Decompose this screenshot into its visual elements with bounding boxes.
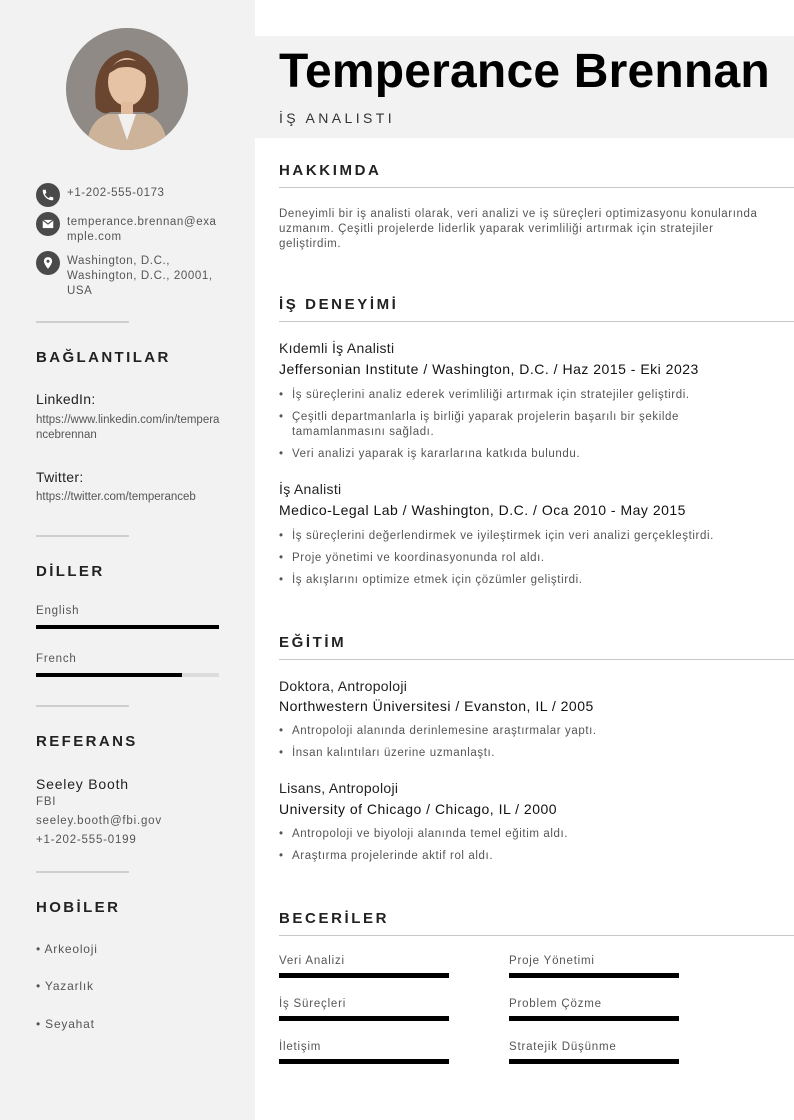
list-item: • İş süreçlerini değerlendirmek ve iyileştirmek için veri analizi gerçekleştirdi. bbox=[279, 529, 759, 544]
education-degree: Lisans, Antropoloji bbox=[279, 780, 399, 796]
contact-address bbox=[36, 251, 219, 299]
language-french-bar bbox=[36, 673, 219, 677]
contact-phone bbox=[36, 183, 219, 207]
twitter-link[interactable]: https://twitter.com/temperanceb bbox=[36, 491, 196, 503]
skill-level bbox=[279, 1059, 449, 1064]
skill-bar bbox=[279, 973, 449, 978]
address-text: Washington, D.C., Washington, D.C., 20001, USA bbox=[67, 255, 213, 297]
skill-label: Veri Analizi bbox=[279, 955, 345, 967]
sidebar-divider bbox=[36, 705, 129, 707]
language-french-level bbox=[36, 673, 182, 677]
list-item: • Proje yönetimi ve koordinasyonunda rol aldı. bbox=[279, 551, 759, 566]
skill-bar bbox=[279, 1059, 449, 1064]
education-details: Northwestern Üniversitesi / Evanston, IL / 2005 bbox=[279, 698, 594, 714]
education-details: University of Chicago / Chicago, IL / 2000 bbox=[279, 801, 558, 817]
email-link[interactable]: temperance.brennan@example.com bbox=[67, 216, 217, 243]
sidebar-divider bbox=[36, 321, 129, 323]
experience-role: Kıdemli İş Analisti bbox=[279, 340, 395, 356]
contact-email bbox=[36, 212, 219, 245]
skill-bar bbox=[509, 1059, 679, 1064]
section-rule bbox=[279, 659, 794, 660]
hobby-item: • Seyahat bbox=[36, 1017, 95, 1031]
section-rule bbox=[279, 935, 794, 936]
experience-details: Jeffersonian Institute / Washington, D.C. / Haz 2015 - Eki 2023 bbox=[279, 361, 699, 377]
experience-bullets bbox=[279, 388, 759, 469]
skill-level bbox=[279, 1016, 449, 1021]
skill-bar bbox=[279, 1016, 449, 1021]
links-heading: BAĞLANTILAR bbox=[36, 349, 171, 366]
language-french-label: French bbox=[36, 653, 77, 665]
skill-level bbox=[279, 973, 449, 978]
references-heading: REFERANS bbox=[36, 733, 138, 750]
email-icon bbox=[36, 212, 60, 236]
list-item: • Veri analizi yaparak iş kararlarına katkıda bulundu. bbox=[279, 447, 759, 462]
skill-level bbox=[509, 1059, 679, 1064]
list-item: • İş süreçlerini analiz ederek verimliliği artırmak için stratejiler geliştirdi. bbox=[279, 388, 759, 403]
skill-item bbox=[279, 955, 449, 978]
hobby-item: • Yazarlık bbox=[36, 979, 94, 993]
reference-name: Seeley Booth bbox=[36, 776, 129, 792]
avatar bbox=[66, 28, 188, 150]
phone-icon bbox=[36, 183, 60, 207]
skill-item bbox=[279, 998, 449, 1021]
reference-phone: +1-202-555-0199 bbox=[36, 834, 137, 846]
job-title: İŞ ANALISTI bbox=[279, 110, 395, 126]
reference-email[interactable]: seeley.booth@fbi.gov bbox=[36, 815, 162, 827]
skill-item bbox=[509, 1041, 679, 1064]
section-rule bbox=[279, 187, 794, 188]
list-item: • Araştırma projelerinde aktif rol aldı. bbox=[279, 849, 759, 864]
language-english-bar bbox=[36, 625, 219, 629]
education-heading: EĞİTİM bbox=[279, 634, 347, 651]
skill-label: Problem Çözme bbox=[509, 998, 602, 1010]
sidebar-divider bbox=[36, 871, 129, 873]
skill-item bbox=[279, 1041, 449, 1064]
education-bullets bbox=[279, 724, 759, 768]
experience-bullets bbox=[279, 529, 759, 595]
list-item: • Antropoloji alanında derinlemesine araştırmalar yaptı. bbox=[279, 724, 759, 739]
skill-bar bbox=[509, 973, 679, 978]
education-degree: Doktora, Antropoloji bbox=[279, 678, 408, 694]
list-item: • İş akışlarını optimize etmek için çözümler geliştirdi. bbox=[279, 573, 759, 588]
phone-text: +1-202-555-0173 bbox=[67, 187, 165, 199]
language-english-label: English bbox=[36, 605, 80, 617]
list-item: • İnsan kalıntıları üzerine uzmanlaştı. bbox=[279, 746, 759, 761]
experience-heading: İŞ DENEYİMİ bbox=[279, 296, 399, 313]
skill-item bbox=[509, 955, 679, 978]
sidebar bbox=[0, 0, 255, 1120]
skills-heading: BECERİLER bbox=[279, 910, 390, 927]
about-text: Deneyimli bir iş analisti olarak, veri analizi ve iş süreçleri optimizasyonu konularında uzmanım. Çeşitli projelerde liderlik yaparak verimliliği artırmak için stratejiler geliştirdim. bbox=[279, 208, 758, 250]
list-item: • Antropoloji ve biyoloji alanında temel eğitim aldı. bbox=[279, 827, 759, 842]
reference-org: FBI bbox=[36, 796, 57, 808]
skill-label: Stratejik Düşünme bbox=[509, 1041, 617, 1053]
languages-heading: DİLLER bbox=[36, 563, 105, 580]
linkedin-link[interactable]: https://www.linkedin.com/in/temperancebrennan bbox=[36, 414, 220, 441]
experience-role: İş Analisti bbox=[279, 481, 342, 497]
language-english-level bbox=[36, 625, 219, 629]
linkedin-label: LinkedIn: bbox=[36, 391, 96, 407]
hobbies-heading: HOBİLER bbox=[36, 899, 121, 916]
skill-label: İletişim bbox=[279, 1041, 322, 1053]
skill-level bbox=[509, 973, 679, 978]
section-rule bbox=[279, 321, 794, 322]
skill-bar bbox=[509, 1016, 679, 1021]
candidate-name: Temperance Brennan bbox=[279, 45, 770, 98]
list-item: • Çeşitli departmanlarla iş birliği yaparak projelerin başarılı bir şekilde tamamlanmasını sağladı. bbox=[279, 410, 759, 440]
experience-details: Medico-Legal Lab / Washington, D.C. / Oca 2010 - May 2015 bbox=[279, 502, 686, 518]
sidebar-divider bbox=[36, 535, 129, 537]
skill-item bbox=[509, 998, 679, 1021]
skill-label: İş Süreçleri bbox=[279, 998, 347, 1010]
education-bullets bbox=[279, 827, 759, 871]
hobby-item: • Arkeoloji bbox=[36, 942, 98, 956]
location-pin-icon bbox=[36, 251, 60, 275]
skill-label: Proje Yönetimi bbox=[509, 955, 595, 967]
skill-level bbox=[509, 1016, 679, 1021]
about-heading: HAKKIMDA bbox=[279, 162, 382, 179]
twitter-label: Twitter: bbox=[36, 469, 84, 485]
